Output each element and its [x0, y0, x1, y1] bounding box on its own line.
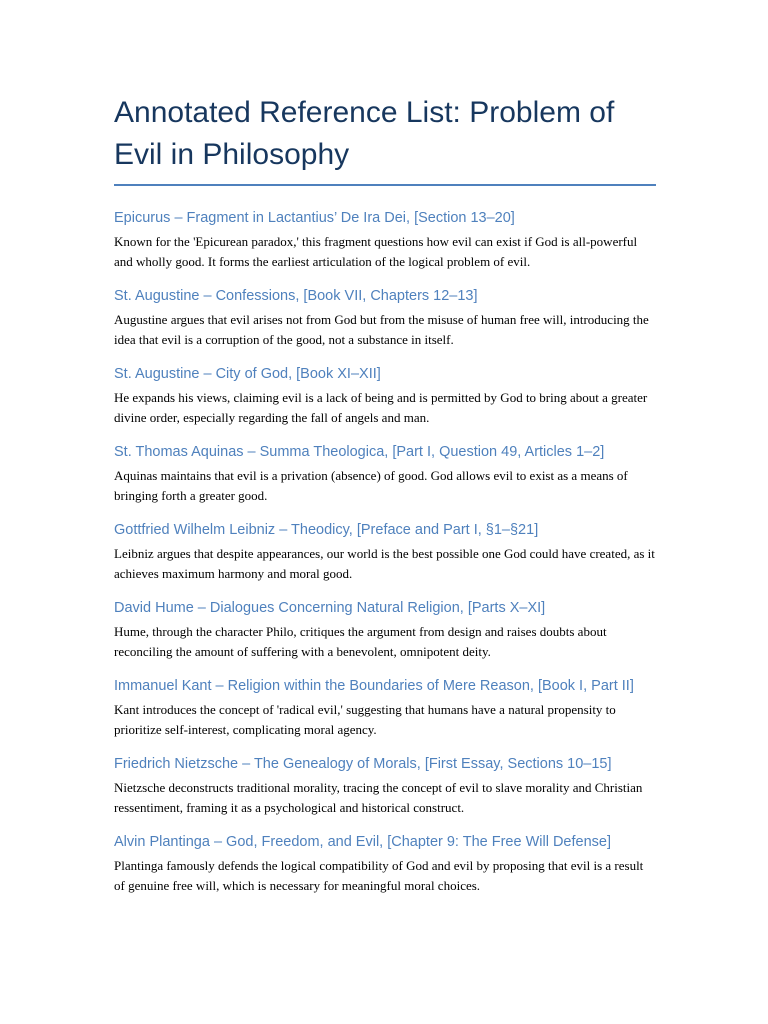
reference-heading: St. Augustine – City of God, [Book XI–XII]	[114, 366, 381, 382]
reference-entry	[114, 831, 656, 895]
reference-annotation: Nietzsche deconstructs traditional morality, tracing the concept of evil to slave morality and Christian ressentiment, framing it as a psychological and historical construct.	[114, 780, 643, 815]
reference-annotation: Augustine argues that evil arises not from God but from the misuse of human free will, introducing the idea that evil is a corruption of the good, not a substance in itself.	[114, 312, 649, 347]
reference-heading: Immanuel Kant – Religion within the Boundaries of Mere Reason, [Book I, Part II]	[114, 678, 634, 694]
reference-annotation: Plantinga famously defends the logical compatibility of God and evil by proposing that evil is a result of genuine free will, which is necessary for meaningful moral choices.	[114, 858, 644, 893]
reference-heading: Gottfried Wilhelm Leibniz – Theodicy, [Preface and Part I, §1–§21]	[114, 522, 539, 538]
reference-entry	[114, 207, 656, 271]
reference-annotation: Kant introduces the concept of 'radical evil,' suggesting that humans have a natural propensity to prioritize self-interest, complicating moral agency.	[114, 702, 616, 737]
reference-entry	[114, 285, 656, 349]
reference-heading: Friedrich Nietzsche – The Genealogy of Morals, [First Essay, Sections 10–15]	[114, 756, 612, 772]
reference-entry	[114, 519, 656, 583]
reference-annotation: Aquinas maintains that evil is a privation (absence) of good. God allows evil to exist as a means of bringing forth a greater good.	[114, 468, 628, 503]
document-page	[114, 92, 656, 909]
reference-heading: St. Thomas Aquinas – Summa Theologica, [Part I, Question 49, Articles 1–2]	[114, 444, 605, 460]
reference-annotation: He expands his views, claiming evil is a lack of being and is permitted by God to bring about a greater divine order, especially regarding the fall of angels and man.	[114, 390, 648, 425]
reference-entry	[114, 675, 656, 739]
reference-entry	[114, 363, 656, 427]
reference-annotation: Hume, through the character Philo, critiques the argument from design and raises doubts about reconciling the amount of suffering with a benevolent, omnipotent deity.	[114, 624, 607, 659]
title-divider	[114, 184, 656, 186]
reference-entry	[114, 441, 656, 505]
reference-heading: St. Augustine – Confessions, [Book VII, Chapters 12–13]	[114, 288, 478, 304]
document-title: Annotated Reference List: Problem of Evil in Philosophy	[114, 96, 615, 171]
reference-heading: David Hume – Dialogues Concerning Natural Religion, [Parts X–XI]	[114, 600, 546, 616]
reference-annotation: Known for the 'Epicurean paradox,' this fragment questions how evil can exist if God is all-powerful and wholly good. It forms the earliest articulation of the logical problem of evil.	[114, 234, 638, 269]
reference-entry	[114, 597, 656, 661]
reference-entry	[114, 753, 656, 817]
reference-annotation: Leibniz argues that despite appearances, our world is the best possible one God could have created, as it achieves maximum harmony and moral good.	[114, 546, 655, 581]
reference-heading: Alvin Plantinga – God, Freedom, and Evil, [Chapter 9: The Free Will Defense]	[114, 834, 612, 850]
reference-heading: Epicurus – Fragment in Lactantius’ De Ira Dei, [Section 13–20]	[114, 210, 515, 226]
